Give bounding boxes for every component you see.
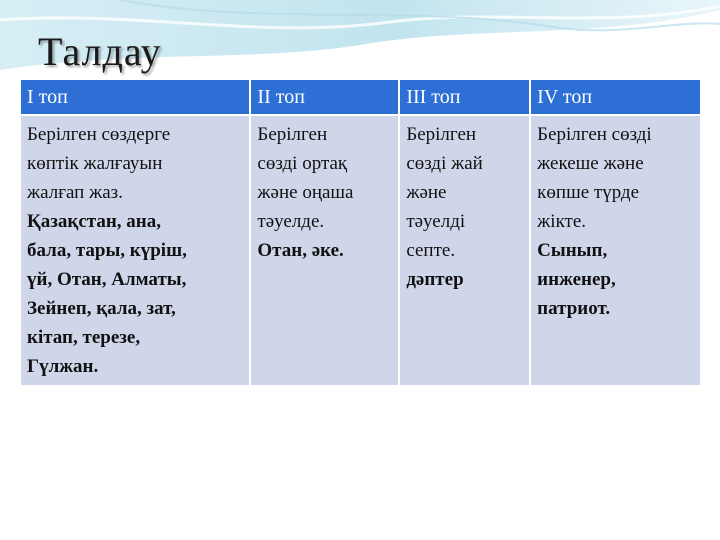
task-cell-group-3	[400, 116, 529, 385]
task-instruction-line: тәуелде.	[257, 211, 325, 232]
task-word-line: үй, Отан, Алматы,	[27, 269, 187, 290]
table-row	[21, 116, 700, 385]
header-group-4: IV топ	[531, 80, 700, 114]
task-word-line: бала, тары, күріш,	[27, 240, 187, 261]
task-instruction-line: сөзді жай	[406, 153, 483, 174]
slide-title: Талдау	[38, 29, 162, 74]
task-word-line: Отан, әке.	[257, 240, 344, 261]
task-word-line: кітап, терезе,	[27, 327, 141, 348]
header-group-2: II топ	[251, 80, 398, 114]
table-header-row	[21, 80, 700, 114]
task-instruction-line: жалғап жаз.	[27, 182, 123, 203]
task-word-line: дәптер	[406, 269, 464, 290]
task-word-line: Қазақстан, ана,	[27, 211, 162, 232]
task-instruction-line: сөзді ортақ	[257, 153, 348, 174]
task-instruction-line: септе.	[406, 240, 456, 261]
task-word-line: патриот.	[537, 298, 611, 319]
task-instruction-line: көптік жалғауын	[27, 153, 163, 174]
task-cell-group-2	[251, 116, 398, 385]
task-cell-group-4	[531, 116, 700, 385]
task-cell-group-1	[21, 116, 249, 385]
task-instruction-line: көпше түрде	[537, 182, 640, 203]
task-word-line: Гүлжан.	[27, 356, 99, 377]
task-instruction-line: жікте.	[537, 211, 587, 232]
task-instruction-line: Берілген	[257, 124, 328, 145]
task-word-line: Сынып,	[537, 240, 608, 261]
task-word-line: Зейнеп, қала, зат,	[27, 298, 176, 319]
task-instruction-line: және	[406, 182, 447, 203]
task-instruction-line: тәуелді	[406, 211, 466, 232]
header-group-3: III топ	[400, 80, 529, 114]
group-task-table	[19, 78, 702, 387]
task-instruction-line: Берілген сөзді	[537, 124, 652, 145]
header-group-1: I топ	[21, 80, 249, 114]
task-instruction-line: Берілген	[406, 124, 477, 145]
task-instruction-line: жекеше және	[537, 153, 644, 174]
task-word-line: инженер,	[537, 269, 616, 290]
task-instruction-line: Берілген сөздерге	[27, 124, 171, 145]
task-instruction-line: және оңаша	[257, 182, 354, 203]
